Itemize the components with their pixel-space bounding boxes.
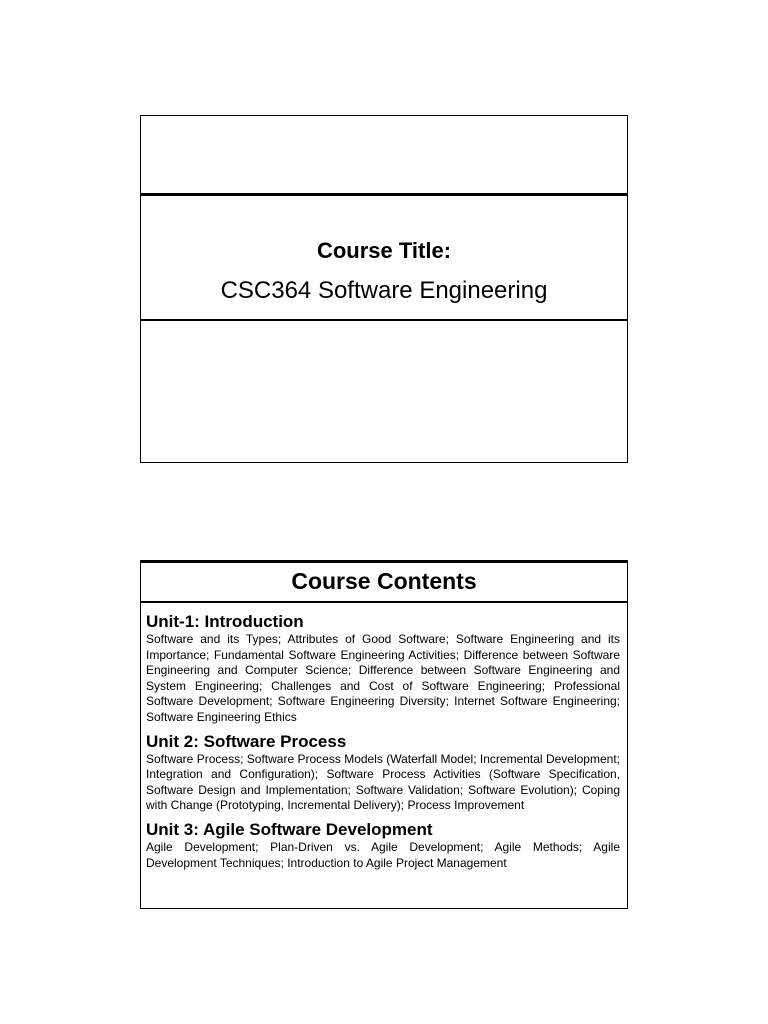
course-contents-heading: Course Contents <box>141 563 627 603</box>
unit-title: Unit 2: Software Process <box>146 731 347 751</box>
unit-3 <box>146 820 620 871</box>
unit-1 <box>146 612 620 726</box>
slide-course-title <box>140 115 628 463</box>
unit-2 <box>146 732 620 814</box>
course-title-label: Course Title: <box>316 238 452 263</box>
unit-description: Agile Development; Plan-Driven vs. Agile Development; Agile Methods; Agile Development Techniques; Introduction to Agile Project Management <box>146 839 620 870</box>
unit-title: Unit 3: Agile Software Development <box>146 819 433 839</box>
slide-course-contents <box>140 560 628 909</box>
title-band <box>141 193 627 321</box>
unit-description: Software Process; Software Process Models (Waterfall Model; Incremental Development; Integration and Configuration); Software Process Activities (Software Specification, Software Design and Implementation; Software Validation; Software Evolution); Coping with Change (Prototyping, Incremental Delivery); Process Improvement <box>146 751 620 813</box>
unit-description: Software and its Types; Attributes of Good Software; Software Engineering and its Importance; Fundamental Software Engineering Activities; Difference between Software Engineering and Computer Science; Difference between Software Engineering and System Engineering; Challenges and Cost of Software Engineering; Professional Software Development; Software Engineering Diversity; Internet Software Engineering; Software Engineering Ethics <box>146 632 620 724</box>
unit-title: Unit-1: Introduction <box>146 612 304 631</box>
course-name: CSC364 Software Engineering <box>220 277 548 304</box>
course-contents-body <box>141 603 627 871</box>
